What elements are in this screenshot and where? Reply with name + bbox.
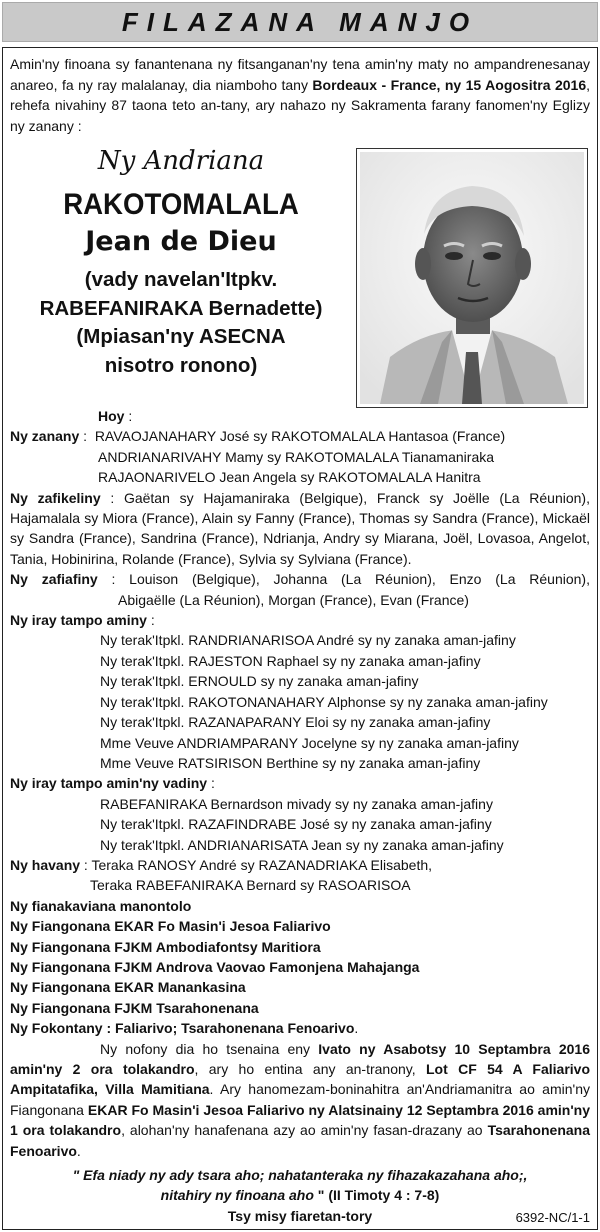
grandchildren-text: : Gaëtan sy Hajamaniraka (Belgique), Franck sy Joëlle (La Réunion), Hajamalala sy Miora (France), Alain sy Fanny (France), Thomas sy Sandra (France), Mickaël sy Sandra (France), Sandrina (France), Ndrianja, Andry sy Miarana, Joël, Lovasoa, Angelot, Tania, Hobinirina, Rolande (France), Sylvia sy Sylviana (France). [10, 489, 590, 567]
closing-row [10, 1206, 590, 1226]
siblings-entry-2: Ny terak'Itpkl. RAJESTON Raphael sy ny zanaka aman-jafiny [100, 652, 481, 669]
children-label: Ny zanany [10, 428, 80, 445]
group-5: Ny Fiangonana EKAR Manankasina [10, 979, 246, 996]
children-line-1 [10, 426, 590, 446]
spouse-siblings-entry-1: RABEFANIRAKA Bernardson mivady sy ny zanaka aman-jafiny [100, 795, 493, 812]
quote-reference: " (II Timoty 4 : 7-8) [313, 1187, 440, 1204]
grandchildren-paragraph [10, 488, 590, 570]
quote-line-2-text: nitahiry ny finoana aho [160, 1187, 314, 1204]
funeral-paragraph [10, 1039, 590, 1161]
group-1: Ny fianakaviana manontolo [10, 897, 192, 914]
group-2: Ny Fiangonana EKAR Fo Masin'i Jesoa Faliarivo [10, 918, 331, 935]
child-entry: RAVAOJANAHARY José sy RAKOTOMALALA Hantasoa (France) [94, 428, 506, 445]
great-grandchildren-line-1 [10, 569, 590, 589]
quote-line-1: " Efa niady ny ady tsara aho; nahatanteraka ny fihazakazahana aho;, [72, 1167, 528, 1184]
closing-note: Tsy misy fiaretan-tory [227, 1207, 373, 1224]
fokontany-line [10, 1018, 590, 1038]
group-3: Ny Fiangonana FJKM Ambodiafontsy Maritiora [10, 938, 321, 955]
fokontany-label: Ny Fokontany : Faliarivo; Tsarahonenana Fenoarivo [10, 1020, 355, 1037]
relatives-line-1 [10, 855, 590, 875]
funeral-text-4: , alohan'ny hanafenana azy ao amin'ny fasan-drazany ao [121, 1122, 488, 1139]
hoy-label: Hoy [98, 408, 125, 424]
reference-code: 6392-NC/1-1 [515, 1210, 590, 1226]
relatives-label: Ny havany [10, 856, 81, 873]
portrait-photo [356, 148, 588, 408]
children-line-2: ANDRIANARIVAHY Mamy sy RAKOTOMALALA Tianamaniraka [98, 448, 495, 465]
quote-line-2 [10, 1185, 590, 1205]
children-line-3: RAJAONARIVELO Jean Angela sy RAKOTOMALALA Hanitra [98, 469, 481, 486]
relatives-line-2: Teraka RABEFANIRAKA Bernard sy RASOARISOA [90, 877, 411, 894]
siblings-heading [10, 610, 590, 630]
hoy-suffix: : [124, 408, 133, 424]
siblings-label: Ny iray tampo aminy [10, 612, 147, 629]
great-grandchildren-label: Ny zafiafiny [10, 571, 98, 588]
group-6: Ny Fiangonana FJKM Tsarahonenana [10, 999, 259, 1016]
spouse-line-1: (vady navelan'Itpkv. [84, 268, 278, 291]
siblings-entry-4: Ny terak'Itpkl. RAKOTONANAHARY Alphonse sy ny zanaka aman-jafiny [100, 693, 548, 710]
spouse-siblings-suffix: : [207, 775, 215, 792]
intro-text-1: Amin'ny finoana sy fanantenana ny fitsanganan'ny tena amin'ny maty no ampandrenesanay anareo, fa ny ray malalanay, dia niamboho tany [10, 56, 590, 93]
great-grandchildren-text-1: : Louison (Belgique), Johanna (La Réunion), Enzo (La Réunion), [97, 571, 590, 588]
funeral-bold-4: Tsarahonenana Fenoarivo [10, 1122, 590, 1159]
siblings-entry-3: Ny terak'Itpkl. ERNOULD sy ny zanaka aman-jafiny [100, 673, 419, 690]
siblings-suffix: : [146, 612, 155, 629]
spouse-siblings-entry-3: Ny terak'Itpkl. ANDRIANARISATA Jean sy ny zanaka aman-jafiny [100, 836, 504, 853]
deceased-surname: RAKOTOMALALA [63, 188, 299, 221]
association-line-2: nisotro ronono) [104, 353, 258, 377]
intro-text-2: , rehefa nivahiny 87 taona teto an-tany, ary nahazo ny Sakramenta farany fanomen'ny Eglizy ny zanany : [10, 76, 590, 134]
honorific: Ny Andriana [97, 146, 265, 176]
fokontany-suffix: . [354, 1020, 359, 1037]
hoy-line [10, 406, 590, 426]
intro-place-date: Bordeaux - France, ny 15 Aogositra 2016 [312, 76, 587, 93]
funeral-text-1: Ny nofony dia ho tsenaina eny [100, 1040, 319, 1057]
deceased-name-block [10, 136, 352, 380]
spouse-siblings-heading [10, 773, 590, 793]
bible-quote [10, 1165, 590, 1206]
children-sep: : [79, 428, 95, 445]
funeral-text-2: , ary ho entina any an-tranony, [194, 1061, 426, 1077]
funeral-text-3: . Ary hanomezam-boninahitra an'Andriamanitra ao amin'ny Fiangonana [10, 1081, 590, 1118]
great-grandchildren-line-2: Abigaëlle (La Réunion), Morgan (France), Evan (France) [118, 591, 469, 608]
siblings-entry-5: Ny terak'Itpkl. RAZANAPARANY Eloi sy ny zanaka aman-jafiny [100, 714, 491, 731]
spouse-line-2: RABEFANIRAKA Bernadette) [39, 296, 323, 320]
siblings-entry-1: Ny terak'Itpkl. RANDRIANARISOA André sy ny zanaka aman-jafiny [100, 632, 516, 649]
intro-paragraph [10, 54, 590, 136]
grandchildren-label: Ny zafikeliny [10, 489, 101, 506]
spouse-siblings-entry-2: Ny terak'Itpkl. RAZAFINDRABE José sy ny zanaka aman-jafiny [100, 816, 492, 833]
association-line-1: (Mpiasan'ny ASECNA [76, 325, 286, 348]
relatives-text-1: : Teraka RANOSY André sy RAZANADRIAKA Elisabeth, [80, 856, 433, 873]
deceased-header [10, 136, 590, 406]
spouse-note [10, 266, 352, 380]
banner-title: FILAZANA MANJO [2, 2, 598, 42]
mourners-list [10, 406, 590, 1226]
group-4: Ny Fiangonana FJKM Androva Vaovao Famonjena Mahajanga [10, 958, 420, 975]
funeral-text-5: . [76, 1142, 81, 1159]
portrait-illustration [360, 152, 584, 404]
siblings-entry-6: Mme Veuve ANDRIAMPARANY Jocelyne sy ny zanaka aman-jafiny [100, 734, 519, 751]
funeral-bold-2: Lot CF 54 A Faliarivo Ampitatafika, Villa Mamitiana [10, 1061, 591, 1098]
obituary-body [10, 54, 590, 1226]
siblings-entry-7: Mme Veuve RATSIRISON Berthine sy ny zanaka aman-jafiny [100, 754, 481, 771]
funeral-bold-1: Ivato ny Asabotsy 10 Septambra 2016 amin'ny 2 ora tolakandro [10, 1040, 590, 1077]
deceased-given-name: Jean de Dieu [85, 226, 277, 257]
funeral-bold-3: EKAR Fo Masin'i Jesoa Faliarivo ny Alatsinainy 12 Septambra 2016 amin'ny 1 ora tolakandro [10, 1101, 591, 1139]
spouse-siblings-label: Ny iray tampo amin'ny vadiny [10, 775, 208, 792]
